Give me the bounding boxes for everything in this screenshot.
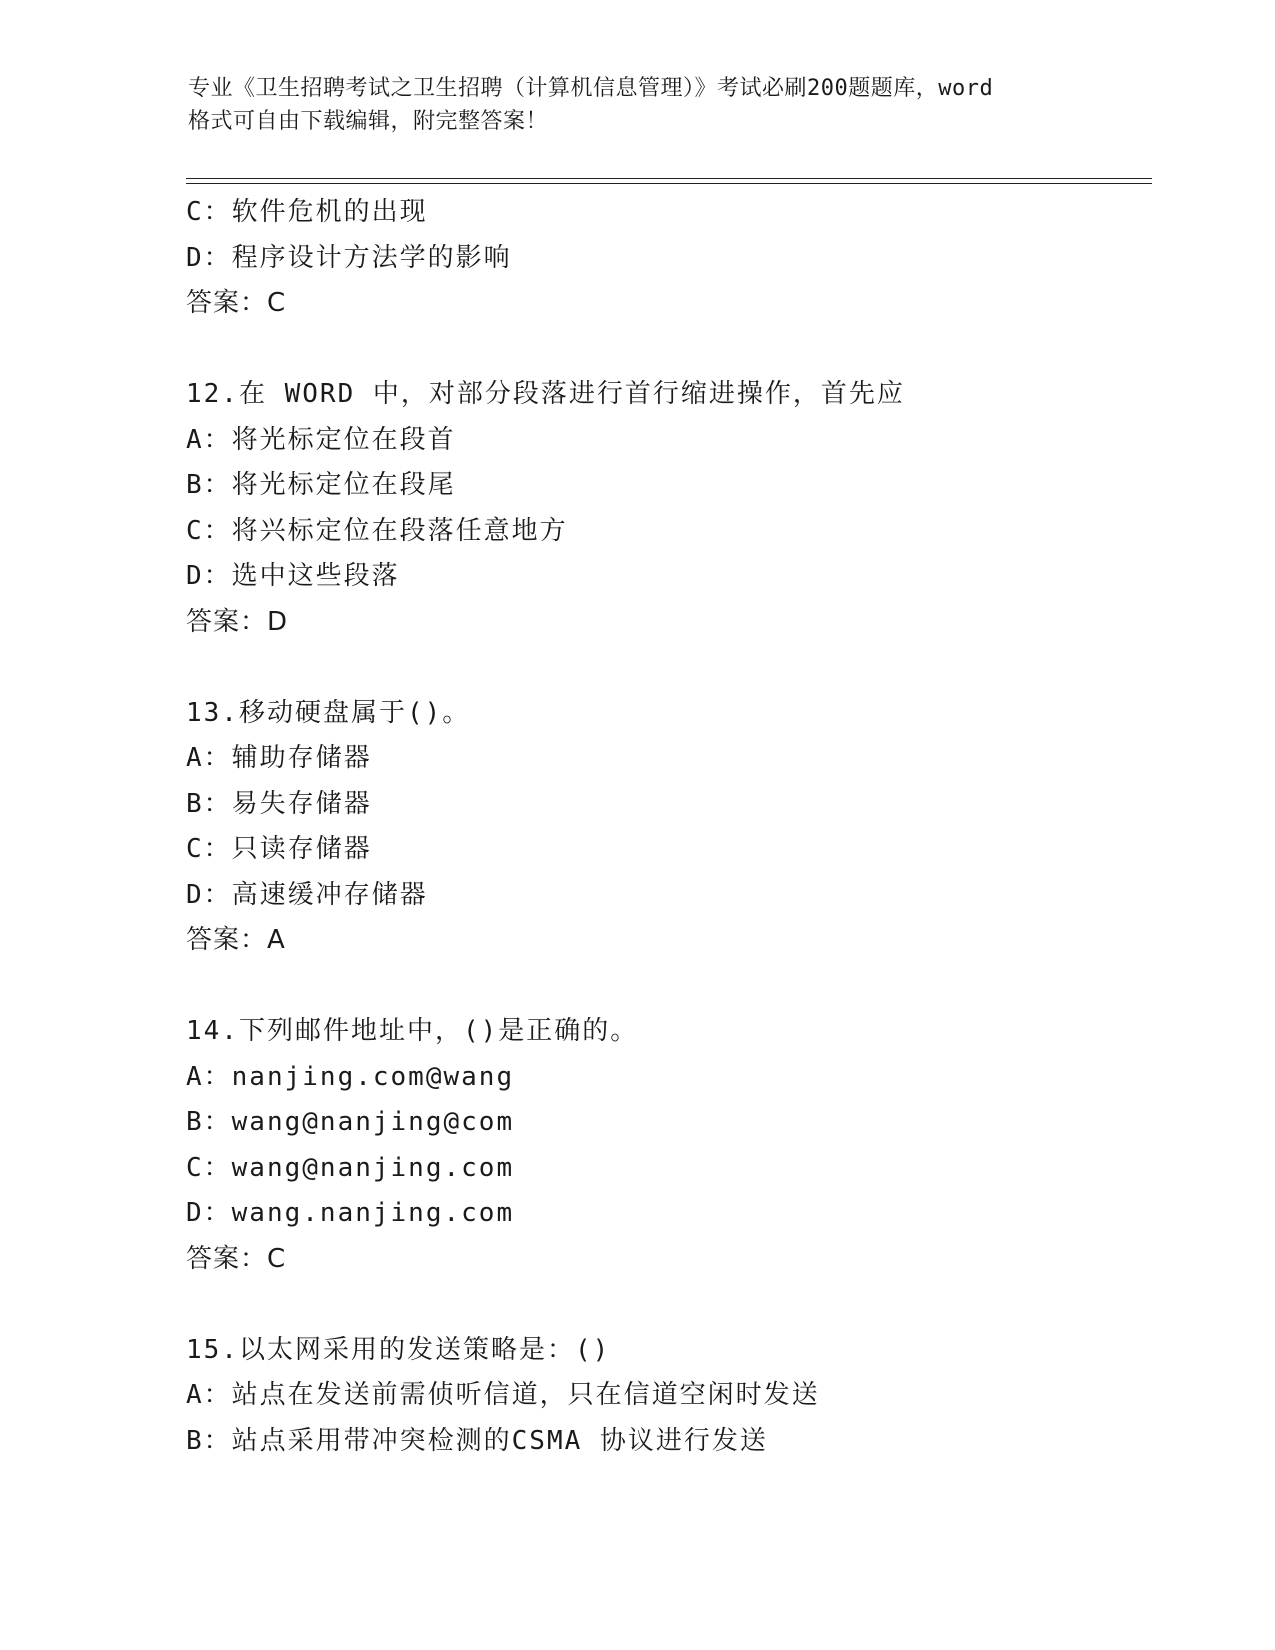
- question-stem: 12.在 WORD 中，对部分段落进行首行缩进操作，首先应: [186, 379, 905, 409]
- header-rule-top: [186, 178, 1152, 179]
- option-d: D：高速缓冲存储器: [186, 879, 428, 910]
- question-13: [186, 691, 1146, 964]
- question-stem: 15.以太网采用的发送策略是：(): [186, 1334, 611, 1365]
- question-list: [186, 190, 1146, 1464]
- spacer: [186, 1282, 1146, 1328]
- option-c: C：将兴标定位在段落任意地方: [186, 515, 568, 546]
- option-b: B：将光标定位在段尾: [186, 470, 456, 500]
- option-a: A：站点在发送前需侦听信道，只在信道空闲时发送: [186, 1380, 820, 1410]
- question-stem: 14.下列邮件地址中，()是正确的。: [186, 1016, 639, 1046]
- option-b: B：易失存储器: [186, 788, 372, 819]
- spacer: [186, 964, 1146, 1010]
- spacer: [186, 645, 1146, 691]
- header-rule-bottom: [186, 183, 1152, 184]
- document-header: [188, 72, 1088, 138]
- option-a: A：将光标定位在段首: [186, 424, 456, 455]
- answer-line: 答案：A: [186, 925, 286, 955]
- question-14: [186, 1009, 1146, 1282]
- option-c: C：只读存储器: [186, 834, 372, 864]
- answer-line: 答案：C: [186, 1243, 287, 1274]
- option-b: B：wang@nanjing@com: [186, 1107, 515, 1137]
- answer-line: 答案：D: [186, 606, 289, 637]
- option-b: B：站点采用带冲突检测的CSMA 协议进行发送: [186, 1425, 768, 1456]
- question-stem: 13.移动硬盘属于()。: [186, 697, 471, 728]
- option-c: C：wang@nanjing.com: [186, 1152, 515, 1183]
- option-a: A：nanjing.com@wang: [186, 1061, 515, 1092]
- header-line-2: 格式可自由下载编辑，附完整答案！: [188, 109, 549, 134]
- header-line-1: 专业《卫生招聘考试之卫生招聘（计算机信息管理）》考试必刷200题题库，word: [188, 76, 994, 101]
- question-12: [186, 372, 1146, 645]
- option-d: D：程序设计方法学的影响: [186, 242, 512, 273]
- spacer: [186, 327, 1146, 373]
- option-d: D：选中这些段落: [186, 561, 400, 591]
- option-c: C：软件危机的出现: [186, 197, 428, 227]
- answer-line: 答案：C: [186, 288, 287, 318]
- option-a: A：辅助存储器: [186, 743, 372, 773]
- option-d: D：wang.nanjing.com: [186, 1198, 515, 1228]
- question-15: [186, 1328, 1146, 1465]
- carryover-block: [186, 190, 1146, 327]
